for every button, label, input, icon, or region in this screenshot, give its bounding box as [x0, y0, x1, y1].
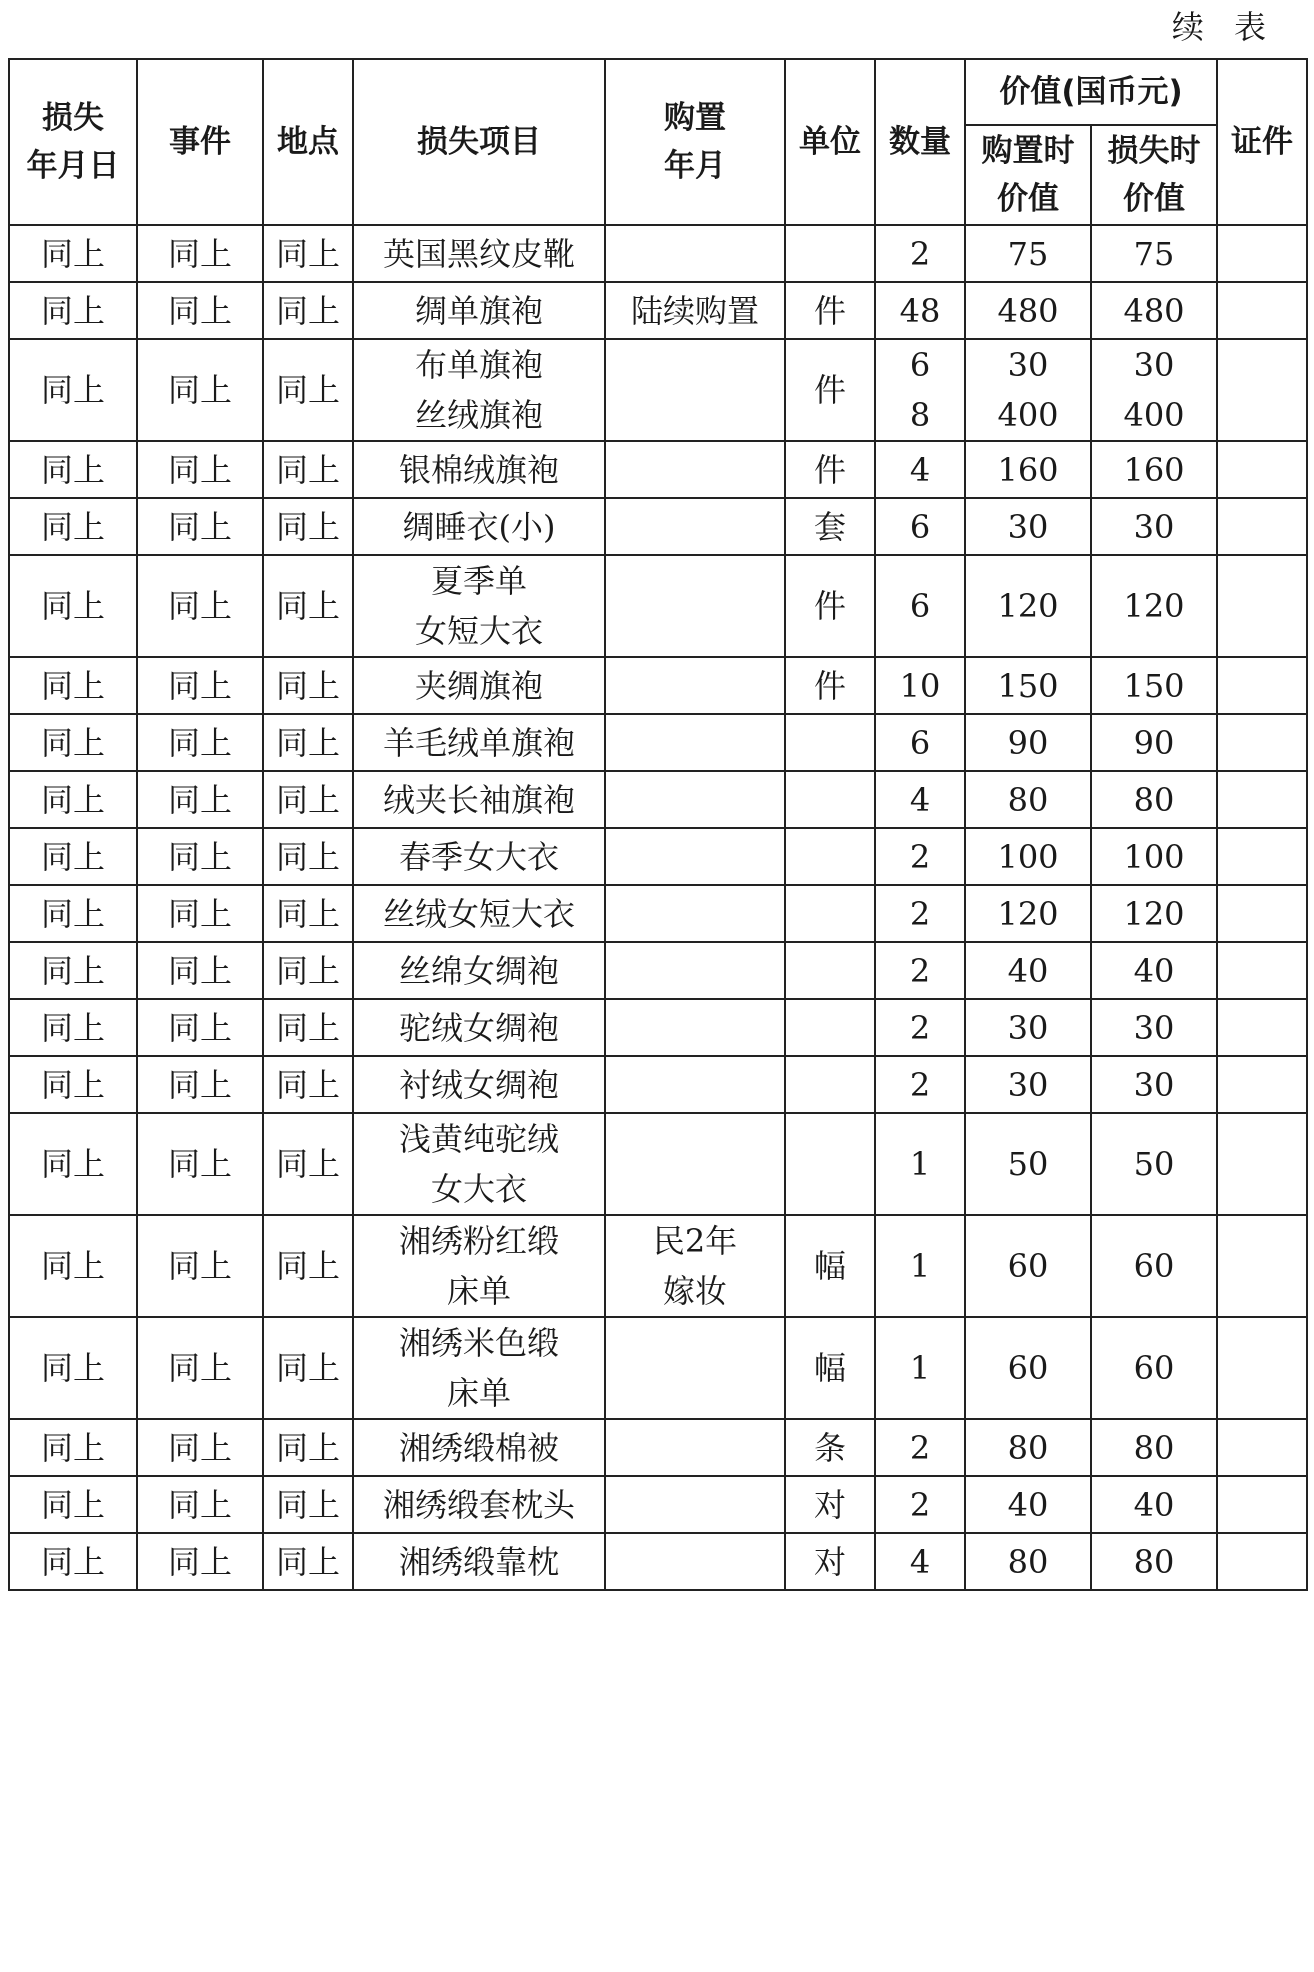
table-caption: 续 表: [1171, 8, 1276, 46]
cell-item: 湘绣粉红缎 床单: [353, 1215, 605, 1317]
cell-value-purchase: 80: [965, 1419, 1091, 1476]
cell-event: 同上: [137, 1476, 263, 1533]
cell-place: 同上: [263, 942, 353, 999]
cell-value-purchase: 30: [965, 498, 1091, 555]
cell-certificate: [1217, 225, 1307, 282]
cell-purchase-date: [605, 942, 785, 999]
cell-certificate: [1217, 942, 1307, 999]
header-event: 事件: [137, 59, 263, 225]
cell-unit: 件: [785, 441, 875, 498]
cell-quantity: 2: [875, 828, 965, 885]
cell-event: 同上: [137, 441, 263, 498]
cell-certificate: [1217, 555, 1307, 657]
cell-place: 同上: [263, 225, 353, 282]
cell-date: 同上: [9, 555, 137, 657]
cell-purchase-date: 民2年 嫁妆: [605, 1215, 785, 1317]
cell-quantity: 6 8: [875, 339, 965, 441]
cell-event: 同上: [137, 714, 263, 771]
cell-event: 同上: [137, 771, 263, 828]
cell-quantity: 4: [875, 441, 965, 498]
cell-value-loss: 30: [1091, 498, 1217, 555]
cell-unit: 件: [785, 555, 875, 657]
cell-quantity: 4: [875, 1533, 965, 1590]
cell-unit: [785, 771, 875, 828]
cell-value-purchase: 30 400: [965, 339, 1091, 441]
cell-value-purchase: 60: [965, 1215, 1091, 1317]
cell-unit: 件: [785, 339, 875, 441]
cell-value-loss: 160: [1091, 441, 1217, 498]
cell-unit: 件: [785, 657, 875, 714]
cell-unit: [785, 942, 875, 999]
cell-event: 同上: [137, 1113, 263, 1215]
table-header: [9, 59, 1307, 225]
cell-certificate: [1217, 885, 1307, 942]
cell-date: 同上: [9, 714, 137, 771]
cell-purchase-date: [605, 441, 785, 498]
cell-item: 浅黄纯驼绒 女大衣: [353, 1113, 605, 1215]
cell-event: 同上: [137, 1419, 263, 1476]
cell-event: 同上: [137, 885, 263, 942]
cell-item: 衬绒女绸袍: [353, 1056, 605, 1113]
cell-date: 同上: [9, 942, 137, 999]
cell-value-loss: 30: [1091, 999, 1217, 1056]
table-row: [9, 441, 1307, 498]
cell-unit: [785, 828, 875, 885]
cell-purchase-date: [605, 1056, 785, 1113]
cell-value-loss: 100: [1091, 828, 1217, 885]
cell-place: 同上: [263, 441, 353, 498]
cell-quantity: 2: [875, 1476, 965, 1533]
cell-certificate: [1217, 498, 1307, 555]
cell-purchase-date: [605, 1476, 785, 1533]
cell-purchase-date: [605, 771, 785, 828]
table-row: [9, 1419, 1307, 1476]
cell-value-loss: 40: [1091, 1476, 1217, 1533]
cell-purchase-date: [605, 657, 785, 714]
cell-place: 同上: [263, 1419, 353, 1476]
header-certificate: 证件: [1217, 59, 1307, 225]
cell-value-loss: 60: [1091, 1215, 1217, 1317]
cell-purchase-date: [605, 339, 785, 441]
cell-quantity: 1: [875, 1113, 965, 1215]
table-row: [9, 1056, 1307, 1113]
cell-event: 同上: [137, 282, 263, 339]
cell-item: 夹绸旗袍: [353, 657, 605, 714]
cell-item: 春季女大衣: [353, 828, 605, 885]
cell-date: 同上: [9, 1317, 137, 1419]
header-item: 损失项目: [353, 59, 605, 225]
cell-date: 同上: [9, 771, 137, 828]
cell-value-loss: 80: [1091, 771, 1217, 828]
cell-place: 同上: [263, 1113, 353, 1215]
loss-table: [8, 58, 1308, 1591]
cell-unit: [785, 225, 875, 282]
cell-value-purchase: 75: [965, 225, 1091, 282]
table-row: [9, 555, 1307, 657]
table-row: [9, 225, 1307, 282]
table-row: [9, 999, 1307, 1056]
header-value-loss: 损失时 价值: [1091, 125, 1217, 225]
cell-quantity: 1: [875, 1215, 965, 1317]
cell-unit: [785, 714, 875, 771]
cell-certificate: [1217, 714, 1307, 771]
cell-certificate: [1217, 282, 1307, 339]
cell-value-purchase: 90: [965, 714, 1091, 771]
cell-quantity: 6: [875, 498, 965, 555]
cell-unit: 条: [785, 1419, 875, 1476]
cell-place: 同上: [263, 282, 353, 339]
cell-certificate: [1217, 1533, 1307, 1590]
cell-unit: [785, 1113, 875, 1215]
header-unit: 单位: [785, 59, 875, 225]
cell-item: 布单旗袍 丝绒旗袍: [353, 339, 605, 441]
cell-date: 同上: [9, 828, 137, 885]
header-place: 地点: [263, 59, 353, 225]
cell-date: 同上: [9, 1215, 137, 1317]
cell-place: 同上: [263, 828, 353, 885]
cell-value-loss: 480: [1091, 282, 1217, 339]
table-row: [9, 1533, 1307, 1590]
cell-item: 绒夹长袖旗袍: [353, 771, 605, 828]
cell-purchase-date: [605, 885, 785, 942]
table-row: [9, 339, 1307, 441]
cell-purchase-date: 陆续购置: [605, 282, 785, 339]
cell-quantity: 4: [875, 771, 965, 828]
cell-value-loss: 60: [1091, 1317, 1217, 1419]
cell-certificate: [1217, 828, 1307, 885]
cell-date: 同上: [9, 1113, 137, 1215]
cell-event: 同上: [137, 1317, 263, 1419]
cell-place: 同上: [263, 657, 353, 714]
cell-value-loss: 50: [1091, 1113, 1217, 1215]
cell-value-purchase: 480: [965, 282, 1091, 339]
cell-purchase-date: [605, 225, 785, 282]
table-row: [9, 657, 1307, 714]
table-row: [9, 1476, 1307, 1533]
cell-unit: [785, 885, 875, 942]
cell-value-purchase: 40: [965, 1476, 1091, 1533]
cell-place: 同上: [263, 885, 353, 942]
cell-quantity: 48: [875, 282, 965, 339]
cell-certificate: [1217, 1113, 1307, 1215]
cell-value-purchase: 120: [965, 555, 1091, 657]
cell-date: 同上: [9, 1476, 137, 1533]
cell-item: 银棉绒旗袍: [353, 441, 605, 498]
cell-purchase-date: [605, 999, 785, 1056]
cell-purchase-date: [605, 714, 785, 771]
cell-value-loss: 80: [1091, 1419, 1217, 1476]
cell-unit: 幅: [785, 1215, 875, 1317]
cell-certificate: [1217, 1215, 1307, 1317]
table-row: [9, 771, 1307, 828]
cell-quantity: 2: [875, 1056, 965, 1113]
cell-purchase-date: [605, 1419, 785, 1476]
cell-purchase-date: [605, 555, 785, 657]
cell-date: 同上: [9, 1533, 137, 1590]
cell-certificate: [1217, 1476, 1307, 1533]
cell-item: 湘绣米色缎 床单: [353, 1317, 605, 1419]
cell-value-loss: 120: [1091, 885, 1217, 942]
cell-quantity: 2: [875, 999, 965, 1056]
cell-event: 同上: [137, 657, 263, 714]
cell-value-purchase: 80: [965, 771, 1091, 828]
cell-value-loss: 80: [1091, 1533, 1217, 1590]
cell-place: 同上: [263, 555, 353, 657]
cell-unit: [785, 999, 875, 1056]
cell-date: 同上: [9, 1056, 137, 1113]
cell-date: 同上: [9, 885, 137, 942]
cell-event: 同上: [137, 498, 263, 555]
cell-item: 驼绒女绸袍: [353, 999, 605, 1056]
cell-item: 丝绒女短大衣: [353, 885, 605, 942]
cell-item: 绸睡衣(小): [353, 498, 605, 555]
cell-certificate: [1217, 1419, 1307, 1476]
table-row: [9, 1215, 1307, 1317]
cell-place: 同上: [263, 714, 353, 771]
cell-value-loss: 90: [1091, 714, 1217, 771]
cell-event: 同上: [137, 1533, 263, 1590]
header-value-purchase: 购置时 价值: [965, 125, 1091, 225]
cell-value-purchase: 120: [965, 885, 1091, 942]
header-purchase-date: 购置 年月: [605, 59, 785, 225]
cell-event: 同上: [137, 999, 263, 1056]
table-row: [9, 282, 1307, 339]
cell-quantity: 6: [875, 555, 965, 657]
cell-unit: 对: [785, 1476, 875, 1533]
cell-date: 同上: [9, 339, 137, 441]
cell-purchase-date: [605, 498, 785, 555]
cell-quantity: 6: [875, 714, 965, 771]
cell-item: 夏季单 女短大衣: [353, 555, 605, 657]
cell-place: 同上: [263, 498, 353, 555]
cell-certificate: [1217, 1317, 1307, 1419]
cell-value-loss: 150: [1091, 657, 1217, 714]
cell-unit: 幅: [785, 1317, 875, 1419]
cell-unit: [785, 1056, 875, 1113]
cell-date: 同上: [9, 657, 137, 714]
cell-date: 同上: [9, 441, 137, 498]
cell-event: 同上: [137, 1215, 263, 1317]
cell-quantity: 2: [875, 885, 965, 942]
cell-value-purchase: 30: [965, 999, 1091, 1056]
table-row: [9, 498, 1307, 555]
cell-value-loss: 30: [1091, 1056, 1217, 1113]
cell-item: 羊毛绒单旗袍: [353, 714, 605, 771]
cell-place: 同上: [263, 1533, 353, 1590]
cell-place: 同上: [263, 339, 353, 441]
cell-event: 同上: [137, 225, 263, 282]
table-row: [9, 885, 1307, 942]
cell-event: 同上: [137, 942, 263, 999]
cell-unit: 件: [785, 282, 875, 339]
cell-certificate: [1217, 1056, 1307, 1113]
cell-place: 同上: [263, 1215, 353, 1317]
cell-value-loss: 75: [1091, 225, 1217, 282]
cell-place: 同上: [263, 771, 353, 828]
cell-value-purchase: 30: [965, 1056, 1091, 1113]
cell-item: 湘绣缎套枕头: [353, 1476, 605, 1533]
cell-item: 湘绣缎靠枕: [353, 1533, 605, 1590]
table-row: [9, 1317, 1307, 1419]
cell-place: 同上: [263, 1476, 353, 1533]
table-row: [9, 1113, 1307, 1215]
table-body: [9, 225, 1307, 1590]
cell-event: 同上: [137, 555, 263, 657]
cell-date: 同上: [9, 225, 137, 282]
cell-quantity: 1: [875, 1317, 965, 1419]
cell-date: 同上: [9, 498, 137, 555]
cell-value-loss: 30 400: [1091, 339, 1217, 441]
cell-purchase-date: [605, 1533, 785, 1590]
cell-value-loss: 120: [1091, 555, 1217, 657]
cell-item: 湘绣缎棉被: [353, 1419, 605, 1476]
cell-purchase-date: [605, 1113, 785, 1215]
cell-certificate: [1217, 771, 1307, 828]
cell-unit: 对: [785, 1533, 875, 1590]
cell-quantity: 2: [875, 225, 965, 282]
cell-purchase-date: [605, 828, 785, 885]
cell-value-purchase: 60: [965, 1317, 1091, 1419]
cell-date: 同上: [9, 282, 137, 339]
cell-event: 同上: [137, 828, 263, 885]
cell-value-purchase: 160: [965, 441, 1091, 498]
cell-place: 同上: [263, 999, 353, 1056]
cell-unit: 套: [785, 498, 875, 555]
table-row: [9, 714, 1307, 771]
cell-value-purchase: 40: [965, 942, 1091, 999]
table-row: [9, 942, 1307, 999]
header-date: 损失 年月日: [9, 59, 137, 225]
cell-item: 丝绵女绸袍: [353, 942, 605, 999]
cell-place: 同上: [263, 1317, 353, 1419]
header-quantity: 数量: [875, 59, 965, 225]
cell-quantity: 2: [875, 942, 965, 999]
cell-item: 英国黑纹皮靴: [353, 225, 605, 282]
cell-date: 同上: [9, 1419, 137, 1476]
cell-event: 同上: [137, 339, 263, 441]
cell-purchase-date: [605, 1317, 785, 1419]
cell-value-purchase: 150: [965, 657, 1091, 714]
cell-certificate: [1217, 657, 1307, 714]
cell-event: 同上: [137, 1056, 263, 1113]
header-value-group: 价值(国币元): [965, 59, 1217, 125]
cell-date: 同上: [9, 999, 137, 1056]
cell-certificate: [1217, 339, 1307, 441]
cell-value-purchase: 50: [965, 1113, 1091, 1215]
cell-quantity: 10: [875, 657, 965, 714]
cell-certificate: [1217, 441, 1307, 498]
cell-value-loss: 40: [1091, 942, 1217, 999]
table-row: [9, 828, 1307, 885]
cell-quantity: 2: [875, 1419, 965, 1476]
cell-place: 同上: [263, 1056, 353, 1113]
cell-value-purchase: 100: [965, 828, 1091, 885]
cell-value-purchase: 80: [965, 1533, 1091, 1590]
cell-certificate: [1217, 999, 1307, 1056]
cell-item: 绸单旗袍: [353, 282, 605, 339]
